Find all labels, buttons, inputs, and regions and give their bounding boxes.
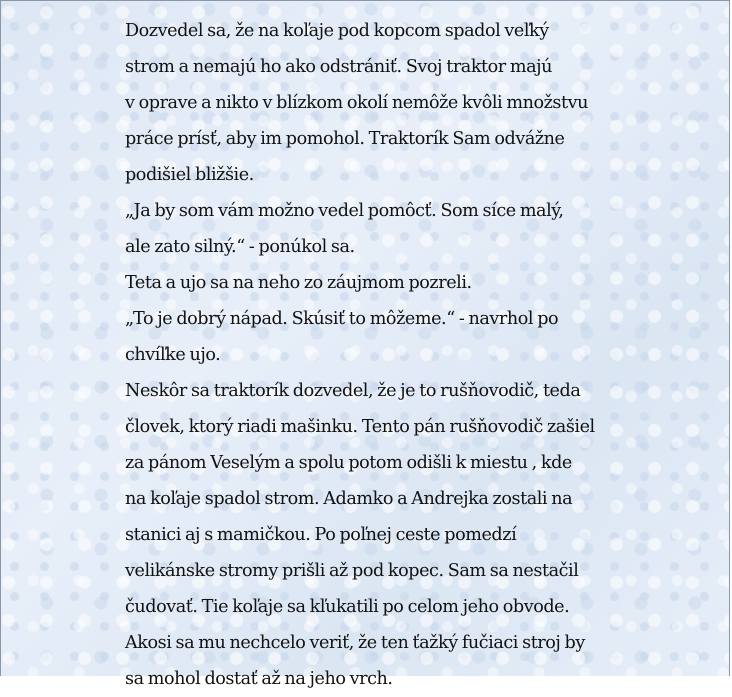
- text-line: stanici aj s mamičkou. Po poľnej ceste pomedzí: [125, 525, 517, 545]
- text-line: sa mohol dostať až na jeho vrch.: [125, 669, 393, 689]
- text-line: v oprave a nikto v blízkom okolí nemôže kvôli množstvu: [125, 93, 589, 113]
- text-line: za pánom Veselým a spolu potom odišli k miestu , kde: [125, 453, 572, 473]
- text-line: Teta a ujo sa na neho zo záujmom pozreli.: [125, 273, 472, 293]
- text-line: chvíľke ujo.: [125, 345, 221, 365]
- text-line: „To je dobrý nápad. Skúsiť to môžeme.“ - navrhol po: [125, 309, 559, 329]
- text-line: Neskôr sa traktorík dozvedel, že je to rušňovodič, teda: [125, 381, 581, 401]
- text-line: práce prísť, aby im pomohol. Traktorík Sam odvážne: [125, 129, 565, 149]
- text-line: podišiel bližšie.: [125, 165, 254, 185]
- text-line: Dozvedel sa, že na koľaje pod kopcom spadol veľký: [125, 21, 549, 41]
- text-line: „Ja by som vám možno vedel pomôcť. Som síce malý,: [125, 201, 564, 221]
- text-line: čudovať. Tie koľaje sa kľukatili po celom jeho obvode.: [125, 597, 570, 617]
- text-line: človek, ktorý riadi mašinku. Tento pán rušňovodič zašiel: [125, 417, 595, 437]
- text-line: Akosi sa mu nechcelo veriť, že ten ťažký fučiaci stroj by: [125, 633, 585, 653]
- text-line: ale zato silný.“ - ponúkol sa.: [125, 237, 355, 257]
- story-text: [125, 13, 625, 697]
- text-line: na koľaje spadol strom. Adamko a Andrejka zostali na: [125, 489, 573, 509]
- text-line: strom a nemajú ho ako odstrániť. Svoj traktor majú: [125, 57, 553, 77]
- text-line: velikánske stromy prišli až pod kopec. Sam sa nestačil: [125, 561, 579, 581]
